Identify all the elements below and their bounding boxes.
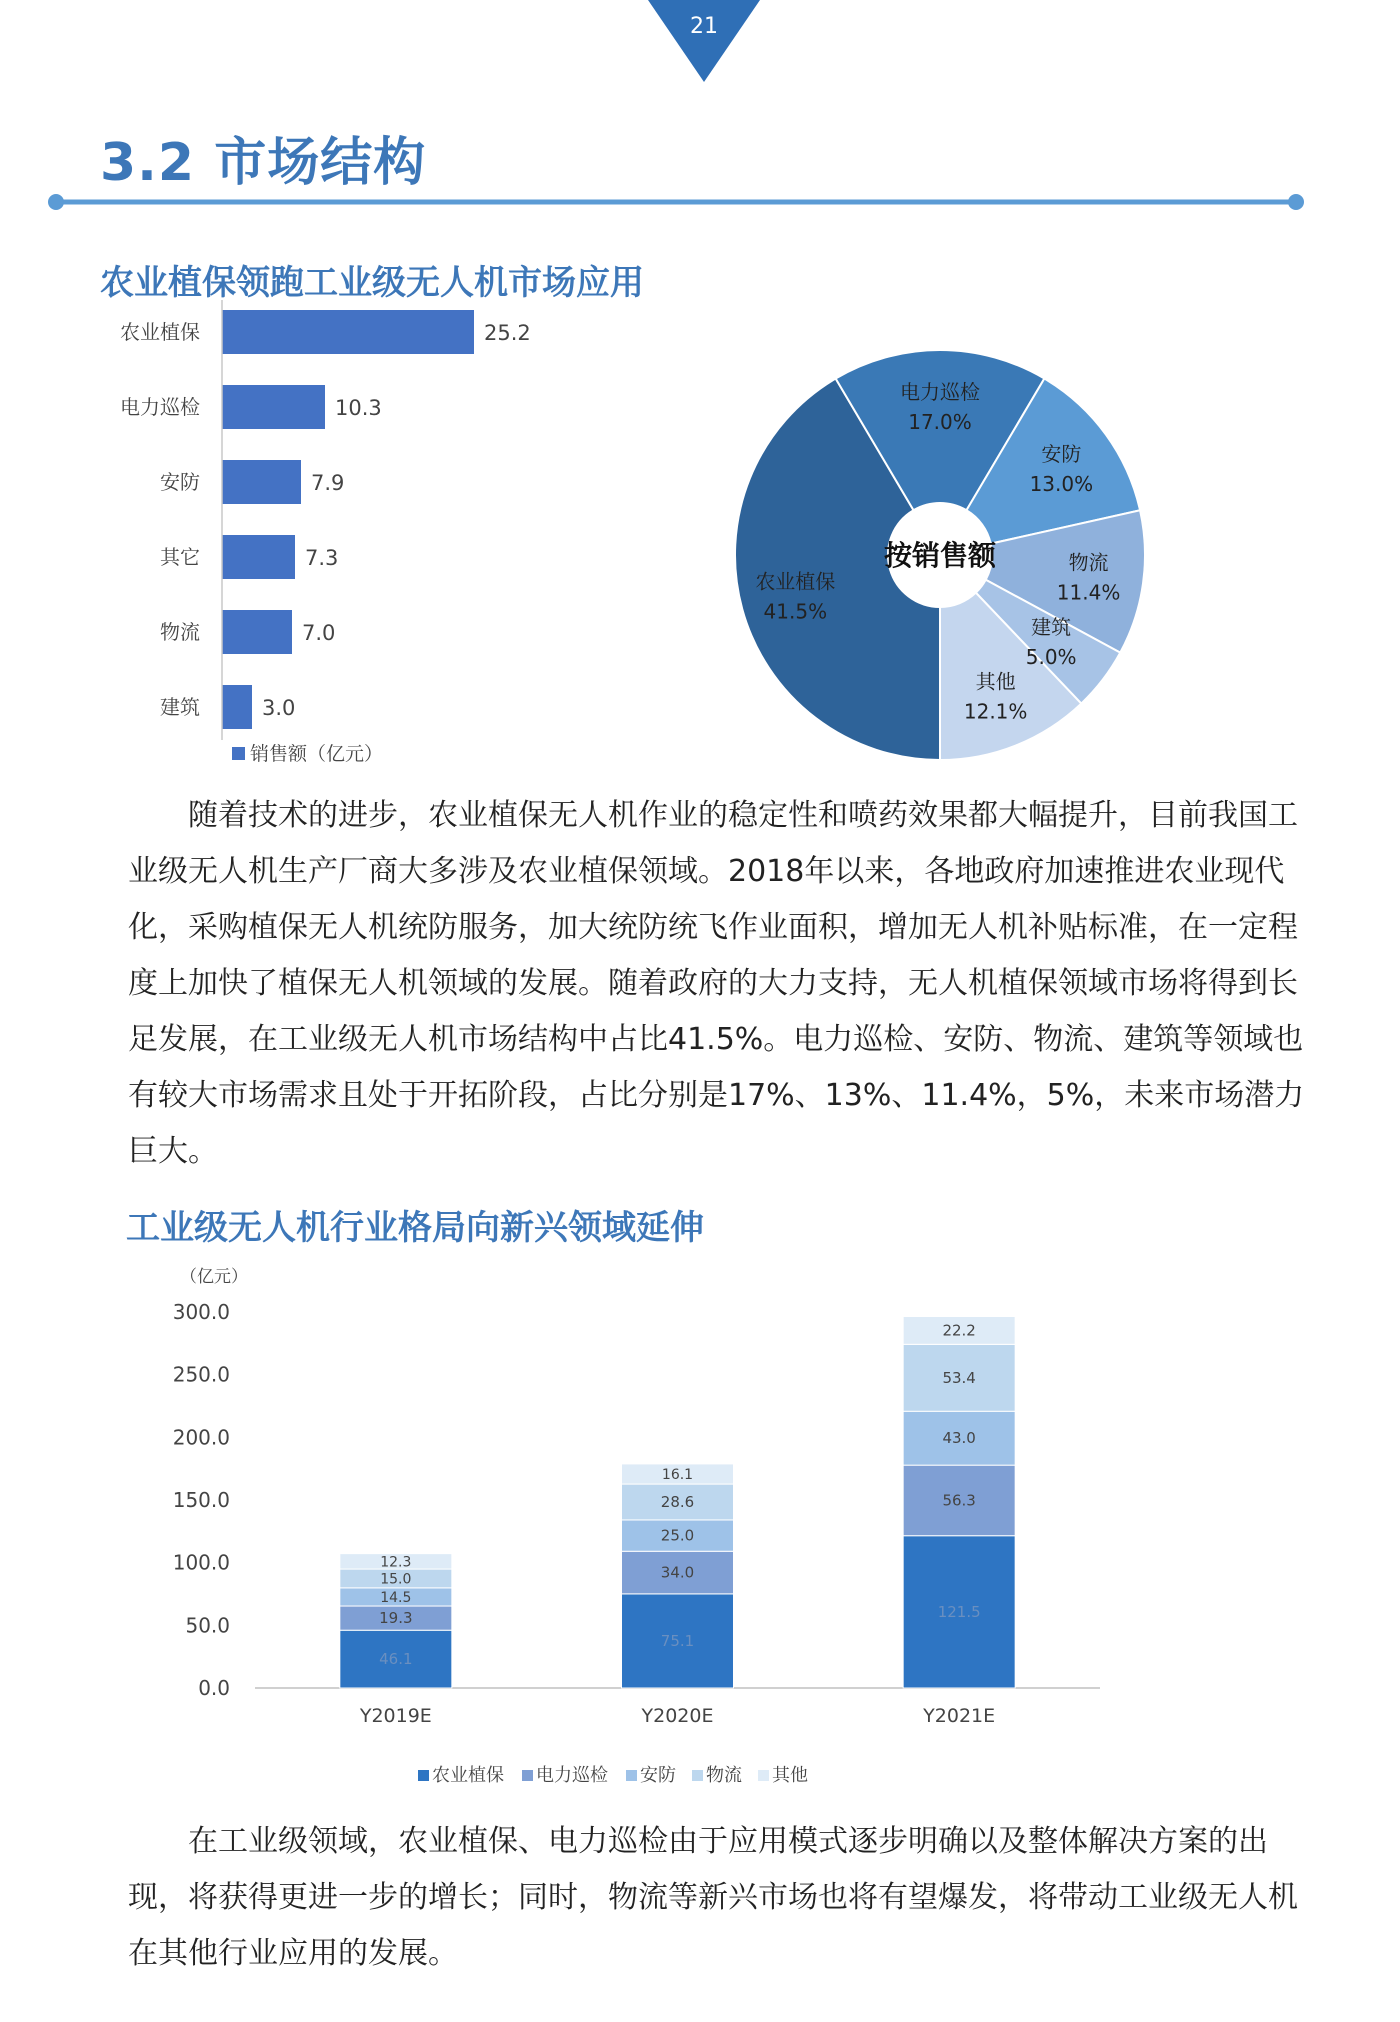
stack-value-label: 16.1: [661, 1466, 694, 1483]
bar-value-label: 7.3: [305, 546, 339, 570]
slice-value-label: 11.4%: [1056, 580, 1121, 605]
sales-share-donut-chart: [730, 345, 1150, 765]
slice-name-label: 其他: [975, 669, 1016, 694]
bar-value-label: 10.3: [335, 396, 382, 420]
stack-value-label: 56.3: [942, 1491, 976, 1510]
legend-label: 电力巡检: [536, 1765, 608, 1786]
stack-value-label: 25.0: [660, 1526, 695, 1545]
slice-name-label: 安防: [1041, 441, 1082, 466]
donut-center-label: 按销售额: [883, 539, 997, 572]
bar-category-label: 农业植保: [120, 320, 200, 344]
title-divider: [46, 192, 1306, 212]
stack-value-label: 43.0: [942, 1429, 976, 1448]
legend-label: 销售额（亿元）: [250, 743, 384, 765]
legend-label: 安防: [640, 1765, 676, 1786]
y-unit-label: （亿元）: [180, 1267, 248, 1287]
chart3-heading: 工业级无人机行业格局向新兴领域延伸: [126, 1208, 704, 1248]
stack-value-label: 46.1: [379, 1650, 413, 1669]
stacked-forecast-chart: [150, 1260, 1120, 1790]
legend-label: 农业植保: [432, 1765, 504, 1786]
legend-label: 其他: [772, 1765, 808, 1786]
bar-value-label: 7.0: [302, 621, 336, 645]
y-tick-label: 100.0: [172, 1550, 230, 1575]
y-tick-label: 200.0: [172, 1425, 230, 1450]
x-category-label: Y2021E: [923, 1705, 996, 1727]
legend-swatch: [758, 1770, 769, 1781]
paragraph-text: 在工业级领域，农业植保、电力巡检由于应用模式逐步明确以及整体解决方案的出现，将获得更进一步的增长；同时，物流等新兴市场也将有望爆发，将带动工业级无人机在其他行业应用的发展。: [128, 1824, 1298, 1971]
x-category-label: Y2019E: [359, 1705, 432, 1727]
slice-value-label: 5.0%: [1025, 645, 1077, 670]
y-tick-label: 300.0: [172, 1300, 230, 1324]
legend-swatch: [522, 1770, 533, 1781]
bar-category-label: 其它: [160, 545, 200, 569]
paragraph-outlook: [128, 1814, 1308, 1982]
legend-swatch: [692, 1770, 703, 1781]
slice-name-label: 物流: [1068, 550, 1109, 575]
stack-value-label: 53.4: [942, 1368, 976, 1387]
slice-value-label: 12.1%: [963, 699, 1028, 724]
legend-label: 物流: [706, 1765, 742, 1786]
stack-value-label: 15.0: [380, 1571, 412, 1588]
bar: [222, 535, 295, 579]
bar: [222, 460, 301, 504]
stack-value-label: 22.2: [942, 1321, 976, 1340]
x-category-label: Y2020E: [641, 1705, 714, 1727]
stack-value-label: 28.6: [660, 1493, 695, 1512]
slice-name-label: 电力巡检: [900, 380, 980, 404]
slice-value-label: 41.5%: [763, 599, 828, 624]
legend-swatch: [626, 1770, 637, 1781]
y-tick-label: 250.0: [172, 1362, 230, 1387]
page-number-badge: [648, 0, 760, 82]
page-number: 21: [690, 14, 718, 39]
stack-value-label: 121.5: [937, 1602, 981, 1621]
bar-category-label: 物流: [160, 620, 200, 644]
bar-value-label: 3.0: [262, 696, 296, 720]
stack-value-label: 12.3: [380, 1554, 412, 1571]
y-tick-label: 0.0: [198, 1676, 230, 1700]
bar-category-label: 建筑: [160, 695, 200, 719]
bar: [222, 610, 292, 654]
stack-value-label: 75.1: [660, 1631, 695, 1650]
bar-value-label: 25.2: [484, 321, 531, 345]
sales-bar-chart: [90, 300, 650, 775]
slice-name-label: 农业植保: [755, 569, 836, 594]
bar: [222, 685, 252, 729]
paragraph-text: 随着技术的进步，农业植保无人机作业的稳定性和喷药效果都大幅提升，目前我国工业级无人机生产厂商大多涉及农业植保领域。2018年以来，各地政府加速推进农业现代化，采购植保无人机统防服务，加大统防统飞作业面积，增加无人机补贴标准，在一定程度上加快了植保无人机领域的发展。随着政府的大力支持，无人机植保领域市场将得到长足发展，在工业级无人机市场结构中占比41.5%。电力巡检、安防、物流、建筑等领域也有较大市场需求且处于开拓阶段，占比分别是17%、13%、11.4%，5%，未来市场潜力巨大。: [128, 798, 1305, 1169]
bar: [222, 310, 474, 354]
paragraph-market-structure: [128, 788, 1308, 1180]
bar-category-label: 电力巡检: [120, 395, 200, 419]
y-tick-label: 150.0: [172, 1488, 230, 1512]
bar: [222, 385, 325, 429]
legend-swatch: [232, 747, 245, 760]
y-tick-label: 50.0: [185, 1613, 230, 1638]
bar-value-label: 7.9: [311, 471, 345, 495]
stack-value-label: 14.5: [380, 1589, 412, 1606]
slice-value-label: 17.0%: [908, 410, 972, 434]
legend-swatch: [418, 1770, 429, 1781]
section-title: 3.2 市场结构: [100, 133, 427, 193]
slice-value-label: 13.0%: [1029, 471, 1094, 496]
bar-category-label: 安防: [160, 470, 200, 494]
slice-name-label: 建筑: [1031, 615, 1072, 640]
stack-value-label: 19.3: [379, 1609, 413, 1628]
chart1-heading: 农业植保领跑工业级无人机市场应用: [100, 263, 644, 303]
stack-value-label: 34.0: [660, 1563, 695, 1582]
